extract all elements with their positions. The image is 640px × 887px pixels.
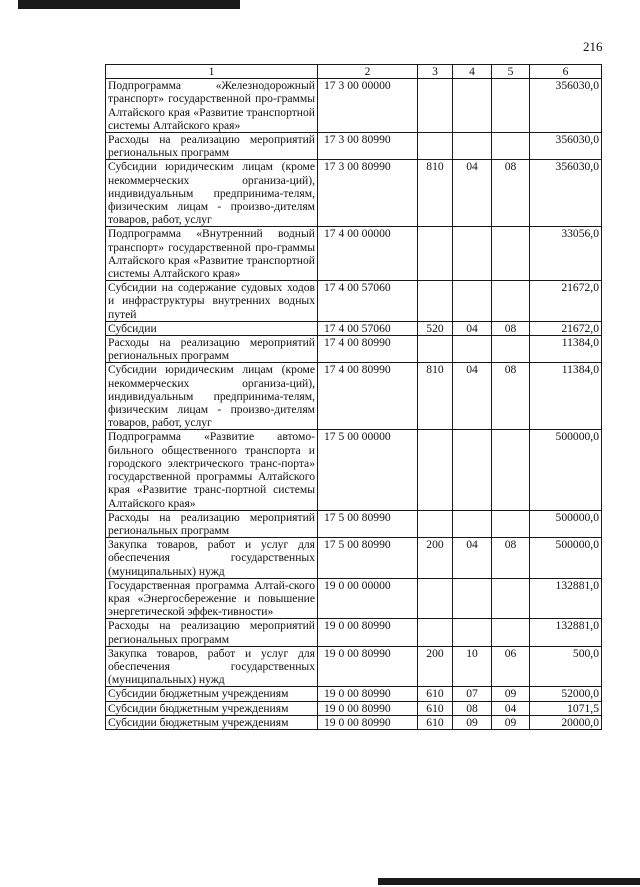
row-expense-type-cell: 810 xyxy=(418,160,453,227)
table-row xyxy=(106,687,602,701)
table-row xyxy=(106,578,602,619)
row-name-cell: Субсидии на содержание судовых ходов и инфраструктуры внутренних водных путей xyxy=(106,281,318,322)
table-row xyxy=(106,281,602,322)
table-row xyxy=(106,363,602,430)
scan-edge-bottom xyxy=(378,878,640,885)
row-name-cell: Государственная программа Алтай-ского края «Энергосбережение и повышение энергетической эффек-тивности» xyxy=(106,578,318,619)
row-expense-type-cell: 610 xyxy=(418,715,453,729)
header-col-6: 6 xyxy=(530,65,602,79)
row-amount-cell: 132881,0 xyxy=(530,578,602,619)
row-section-cell xyxy=(453,133,492,160)
header-col-5: 5 xyxy=(492,65,530,79)
table-row xyxy=(106,160,602,227)
row-subsection-cell: 09 xyxy=(492,687,530,701)
header-col-4: 4 xyxy=(453,65,492,79)
row-name-cell: Расходы на реализацию мероприятий региональных программ xyxy=(106,336,318,363)
row-amount-cell: 33056,0 xyxy=(530,227,602,281)
row-section-cell xyxy=(453,510,492,537)
row-section-cell: 08 xyxy=(453,701,492,715)
header-col-3: 3 xyxy=(418,65,453,79)
row-subsection-cell xyxy=(492,79,530,133)
row-section-cell: 04 xyxy=(453,321,492,335)
table-row xyxy=(106,133,602,160)
row-subsection-cell xyxy=(492,133,530,160)
row-code-cell: 19 0 00 80990 xyxy=(318,646,418,687)
row-subsection-cell: 08 xyxy=(492,160,530,227)
table-row xyxy=(106,715,602,729)
row-name-cell: Субсидии xyxy=(106,321,318,335)
row-name-cell: Подпрограмма «Внутренний водный транспорт» государственной про-граммы Алтайского края «Развитие транспортной системы Алтайского края» xyxy=(106,227,318,281)
table-row xyxy=(106,646,602,687)
row-subsection-cell: 08 xyxy=(492,321,530,335)
row-amount-cell: 132881,0 xyxy=(530,619,602,646)
row-code-cell: 19 0 00 00000 xyxy=(318,578,418,619)
row-expense-type-cell xyxy=(418,281,453,322)
table-row xyxy=(106,538,602,579)
row-subsection-cell: 08 xyxy=(492,363,530,430)
row-name-cell: Подпрограмма «Железнодорожный транспорт» государственной про-граммы Алтайского края «Развитие транспортной системы Алтайского края» xyxy=(106,79,318,133)
row-expense-type-cell xyxy=(418,578,453,619)
row-section-cell: 09 xyxy=(453,715,492,729)
row-expense-type-cell xyxy=(418,430,453,510)
row-subsection-cell xyxy=(492,619,530,646)
row-section-cell xyxy=(453,336,492,363)
row-section-cell xyxy=(453,578,492,619)
row-name-cell: Субсидии бюджетным учреждениям xyxy=(106,687,318,701)
table-row xyxy=(106,701,602,715)
row-code-cell: 17 4 00 57060 xyxy=(318,281,418,322)
row-subsection-cell xyxy=(492,227,530,281)
row-amount-cell: 20000,0 xyxy=(530,715,602,729)
row-subsection-cell: 04 xyxy=(492,701,530,715)
row-expense-type-cell: 610 xyxy=(418,701,453,715)
row-section-cell xyxy=(453,227,492,281)
row-amount-cell: 356030,0 xyxy=(530,160,602,227)
row-expense-type-cell xyxy=(418,79,453,133)
row-subsection-cell xyxy=(492,510,530,537)
row-name-cell: Расходы на реализацию мероприятий региональных программ xyxy=(106,133,318,160)
row-expense-type-cell: 610 xyxy=(418,687,453,701)
row-amount-cell: 1071,5 xyxy=(530,701,602,715)
row-section-cell: 04 xyxy=(453,160,492,227)
row-subsection-cell: 09 xyxy=(492,715,530,729)
row-section-cell: 04 xyxy=(453,363,492,430)
row-name-cell: Субсидии юридическим лицам (кроме некоммерческих организа-ций), индивидуальным предпринима-телям, физическим лицам - произво-дителям товаров, работ, услуг xyxy=(106,160,318,227)
row-code-cell: 19 0 00 80990 xyxy=(318,619,418,646)
row-code-cell: 17 5 00 00000 xyxy=(318,430,418,510)
row-name-cell: Расходы на реализацию мероприятий региональных программ xyxy=(106,510,318,537)
row-name-cell: Закупка товаров, работ и услуг для обеспечения государственных (муниципальных) нужд xyxy=(106,538,318,579)
row-name-cell: Субсидии юридическим лицам (кроме некоммерческих организа-ций), индивидуальным предпринима-телям, физическим лицам - произво-дителям товаров, работ, услуг xyxy=(106,363,318,430)
row-code-cell: 17 4 00 00000 xyxy=(318,227,418,281)
row-amount-cell: 11384,0 xyxy=(530,363,602,430)
row-code-cell: 17 5 00 80990 xyxy=(318,510,418,537)
row-code-cell: 17 5 00 80990 xyxy=(318,538,418,579)
table-row xyxy=(106,430,602,510)
row-name-cell: Субсидии бюджетным учреждениям xyxy=(106,701,318,715)
row-code-cell: 17 3 00 00000 xyxy=(318,79,418,133)
row-code-cell: 19 0 00 80990 xyxy=(318,701,418,715)
row-section-cell xyxy=(453,430,492,510)
row-amount-cell: 21672,0 xyxy=(530,281,602,322)
header-col-2: 2 xyxy=(318,65,418,79)
row-code-cell: 17 3 00 80990 xyxy=(318,133,418,160)
row-amount-cell: 356030,0 xyxy=(530,79,602,133)
row-code-cell: 17 4 00 80990 xyxy=(318,363,418,430)
row-subsection-cell xyxy=(492,336,530,363)
table-header-row xyxy=(106,65,602,79)
table-row xyxy=(106,619,602,646)
row-expense-type-cell: 810 xyxy=(418,363,453,430)
row-expense-type-cell: 200 xyxy=(418,538,453,579)
row-name-cell: Закупка товаров, работ и услуг для обеспечения государственных (муниципальных) нужд xyxy=(106,646,318,687)
row-subsection-cell xyxy=(492,430,530,510)
budget-table xyxy=(105,64,602,730)
row-code-cell: 19 0 00 80990 xyxy=(318,715,418,729)
table-row xyxy=(106,336,602,363)
row-subsection-cell xyxy=(492,578,530,619)
row-subsection-cell xyxy=(492,281,530,322)
row-code-cell: 17 3 00 80990 xyxy=(318,160,418,227)
row-expense-type-cell xyxy=(418,619,453,646)
row-amount-cell: 500000,0 xyxy=(530,538,602,579)
row-code-cell: 19 0 00 80990 xyxy=(318,687,418,701)
row-amount-cell: 500,0 xyxy=(530,646,602,687)
header-col-1: 1 xyxy=(106,65,318,79)
row-name-cell: Подпрограмма «Развитие автомо-бильного общественного транспорта и городского электрического транс-порта» государственной программы Алтайского края «Развитие транс-портной системы Алтайского края» xyxy=(106,430,318,510)
row-expense-type-cell: 200 xyxy=(418,646,453,687)
row-section-cell xyxy=(453,79,492,133)
row-name-cell: Расходы на реализацию мероприятий региональных программ xyxy=(106,619,318,646)
row-section-cell: 07 xyxy=(453,687,492,701)
table-row xyxy=(106,510,602,537)
row-section-cell: 10 xyxy=(453,646,492,687)
row-section-cell xyxy=(453,619,492,646)
row-expense-type-cell xyxy=(418,336,453,363)
row-amount-cell: 11384,0 xyxy=(530,336,602,363)
row-amount-cell: 356030,0 xyxy=(530,133,602,160)
row-amount-cell: 500000,0 xyxy=(530,510,602,537)
page-number: 216 xyxy=(583,39,603,54)
scan-edge-top xyxy=(18,0,240,9)
row-subsection-cell: 06 xyxy=(492,646,530,687)
row-expense-type-cell xyxy=(418,133,453,160)
row-expense-type-cell: 520 xyxy=(418,321,453,335)
table-body xyxy=(106,79,602,730)
table-row xyxy=(106,227,602,281)
row-section-cell xyxy=(453,281,492,322)
table-row xyxy=(106,79,602,133)
row-amount-cell: 21672,0 xyxy=(530,321,602,335)
row-expense-type-cell xyxy=(418,227,453,281)
row-subsection-cell: 08 xyxy=(492,538,530,579)
row-name-cell: Субсидии бюджетным учреждениям xyxy=(106,715,318,729)
row-expense-type-cell xyxy=(418,510,453,537)
row-section-cell: 04 xyxy=(453,538,492,579)
row-code-cell: 17 4 00 57060 xyxy=(318,321,418,335)
row-amount-cell: 52000,0 xyxy=(530,687,602,701)
row-amount-cell: 500000,0 xyxy=(530,430,602,510)
table-row xyxy=(106,321,602,335)
row-code-cell: 17 4 00 80990 xyxy=(318,336,418,363)
